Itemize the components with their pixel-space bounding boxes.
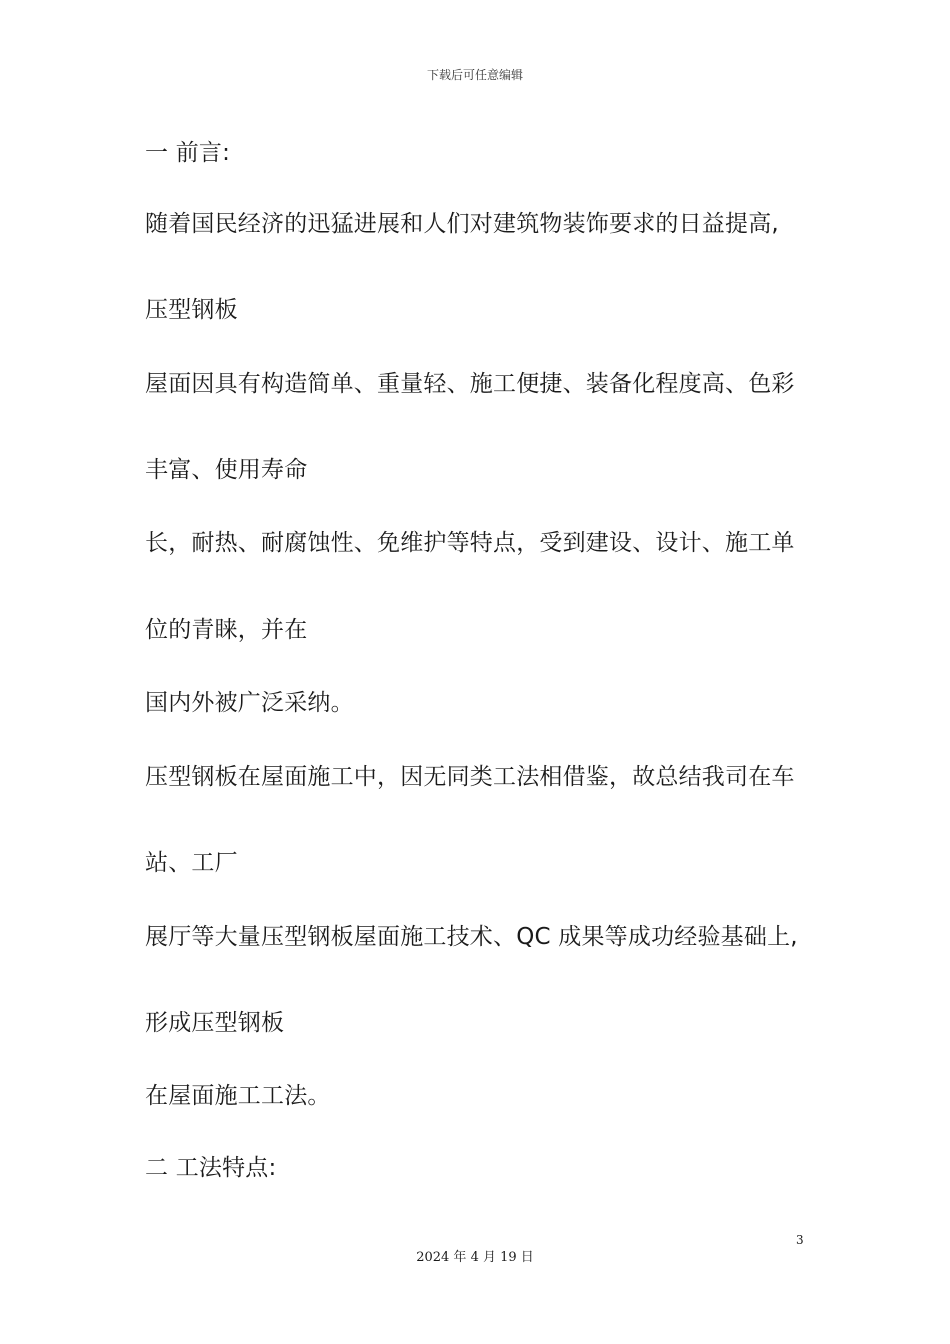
paragraph-line: 站、工厂	[145, 850, 238, 876]
paragraph-line: 位的青睐，并在	[145, 617, 308, 643]
paragraph-line: 压型钢板在屋面施工中，因无同类工法相借鉴，故总结我司在车	[145, 764, 795, 790]
section-heading-preface: 一 前言:	[145, 140, 231, 166]
paragraph-line: 屋面因具有构造简单、重量轻、施工便捷、装备化程度高、色彩	[145, 371, 795, 397]
paragraph-line: 在屋面施工工法。	[145, 1083, 331, 1109]
paragraph-line: 压型钢板	[145, 297, 238, 323]
paragraph-line: 国内外被广泛采纳。	[145, 690, 354, 716]
page-header: 下载后可任意编辑	[426, 68, 523, 82]
page-number: 3	[796, 1233, 804, 1247]
paragraph-line: 形成压型钢板	[145, 1010, 285, 1036]
section-heading-features: 二 工法特点:	[145, 1155, 277, 1181]
paragraph-line: 随着国民经济的迅猛进展和人们对建筑物装饰要求的日益提高,	[145, 211, 779, 237]
paragraph-line: 丰富、使用寿命	[145, 457, 308, 483]
footer-date: 2024 年 4 月 19 日	[416, 1250, 534, 1265]
paragraph-line: 长，耐热、耐腐蚀性、免维护等特点，受到建设、设计、施工单	[145, 530, 795, 556]
paragraph-line: 展厅等大量压型钢板屋面施工技术、QC 成果等成功经验基础上,	[145, 924, 798, 950]
